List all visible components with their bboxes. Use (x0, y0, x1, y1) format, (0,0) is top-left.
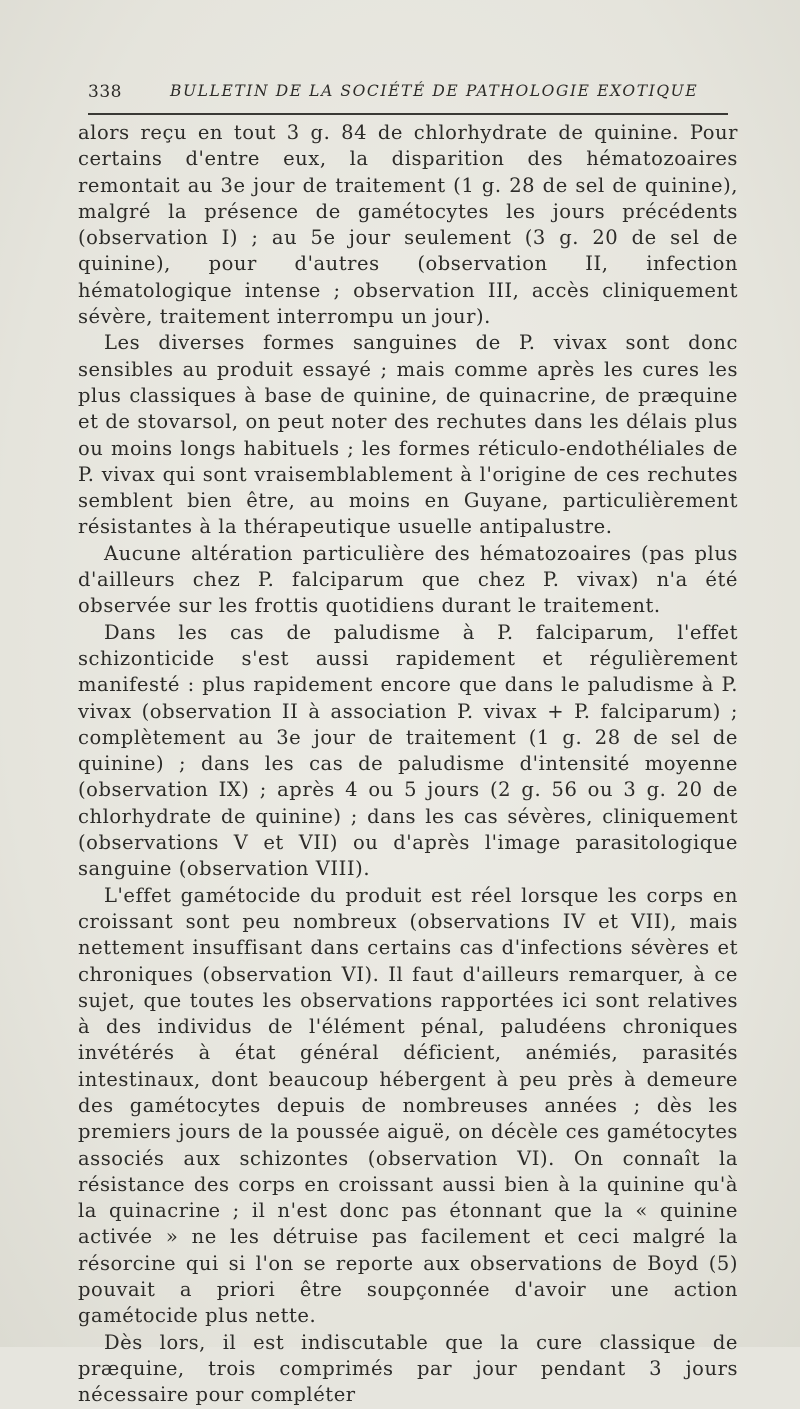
page-number: 338 (88, 82, 122, 102)
paragraph-no-alteration: Aucune altération particulière des hématozoaires (pas plus d'ailleurs chez P. falciparum que chez P. vivax) n'a été observée sur les frottis quotidiens durant le traitement. (78, 541, 738, 618)
paragraph-gametocide-effect: L'effet gamétocide du produit est réel lorsque les corps en croissant sont peu nombreux (observations IV et VII), mais nettement insuffisant dans certains cas d'infections sévères et chroniques (observation VI). Il faut d'ailleurs remarquer, à ce sujet, que toutes les observations rapportées ici sont relatives à des individus de l'élément pénal, paludéens chroniques invétérés à état général déficient, anémiés, parasités intestinaux, dont beaucoup hébergent à peu près à demeure des gamétocytes depuis de nombreuses années ; dès les premiers jours de la poussée aiguë, on décèle ces gamétocytes associés aux schizontes (observation VI). On connaît la résistance des corps en croissant aussi bien à la quinine qu'à la quinacrine ; il n'est donc pas étonnant que la « quinine activée » ne les détruise pas facilement et ceci malgré la résorcine qui si l'on se reporte aux observations de Boyd (5) pouvait a priori être soupçonnée d'avoir une action gamétocide plus nette. (78, 883, 738, 1328)
header-rule (88, 113, 728, 115)
running-title: BULLETIN DE LA SOCIÉTÉ DE PATHOLOGIE EXOTIQUE (170, 82, 699, 100)
paragraph-vivax-forms: Les diverses formes sanguines de P. vivax sont donc sensibles au produit essayé ; mais comme après les cures les plus classiques à base de quinine, de quinacrine, de præquine et de stovarsol, on peut noter des rechutes dans les délais plus ou moins longs habituels ; les formes réticulo-endothéliales de P. vivax qui sont vraisemblablement à l'origine de ces rechutes semblent bien être, au moins en Guyane, particulièrement résistantes à la thérapeutique usuelle antipalustre. (78, 331, 738, 539)
paragraph-continuation: alors reçu en tout 3 g. 84 de chlorhydrate de quinine. Pour certains d'entre eux, la disparition des hématozoaires remontait au 3e jour de traitement (1 g. 28 de sel de quinine), malgré la présence de gamétocytes les jours précédents (observation I) ; au 5e jour seulement (3 g. 20 de sel de quinine), pour d'autres (observation II, infection hématologique intense ; observation III, accès cliniquement sévère, traitement interrompu un jour). (78, 121, 738, 329)
paragraph-falciparum: Dans les cas de paludisme à P. falciparum, l'effet schizonticide s'est aussi rapidement et régulièrement manifesté : plus rapidement encore que dans le paludisme à P. vivax (observation II à association P. vivax + P. falciparum) ; complètement au 3e jour de traitement (1 g. 28 de sel de quinine) ; dans les cas de paludisme d'intensité moyenne (observation IX) ; après 4 ou 5 jours (2 g. 56 ou 3 g. 20 de chlorhydrate de quinine) ; dans les cas sévères, cliniquement (observations V et VII) ou d'après l'image parasitologique sanguine (observation VIII). (78, 620, 738, 881)
page-header (88, 82, 728, 112)
paragraph-praequine-cure: Dès lors, il est indiscutable que la cure classique de præquine, trois comprimés par jour pendant 3 jours nécessaire pour compléter (78, 1330, 738, 1407)
body-text (78, 120, 738, 1409)
